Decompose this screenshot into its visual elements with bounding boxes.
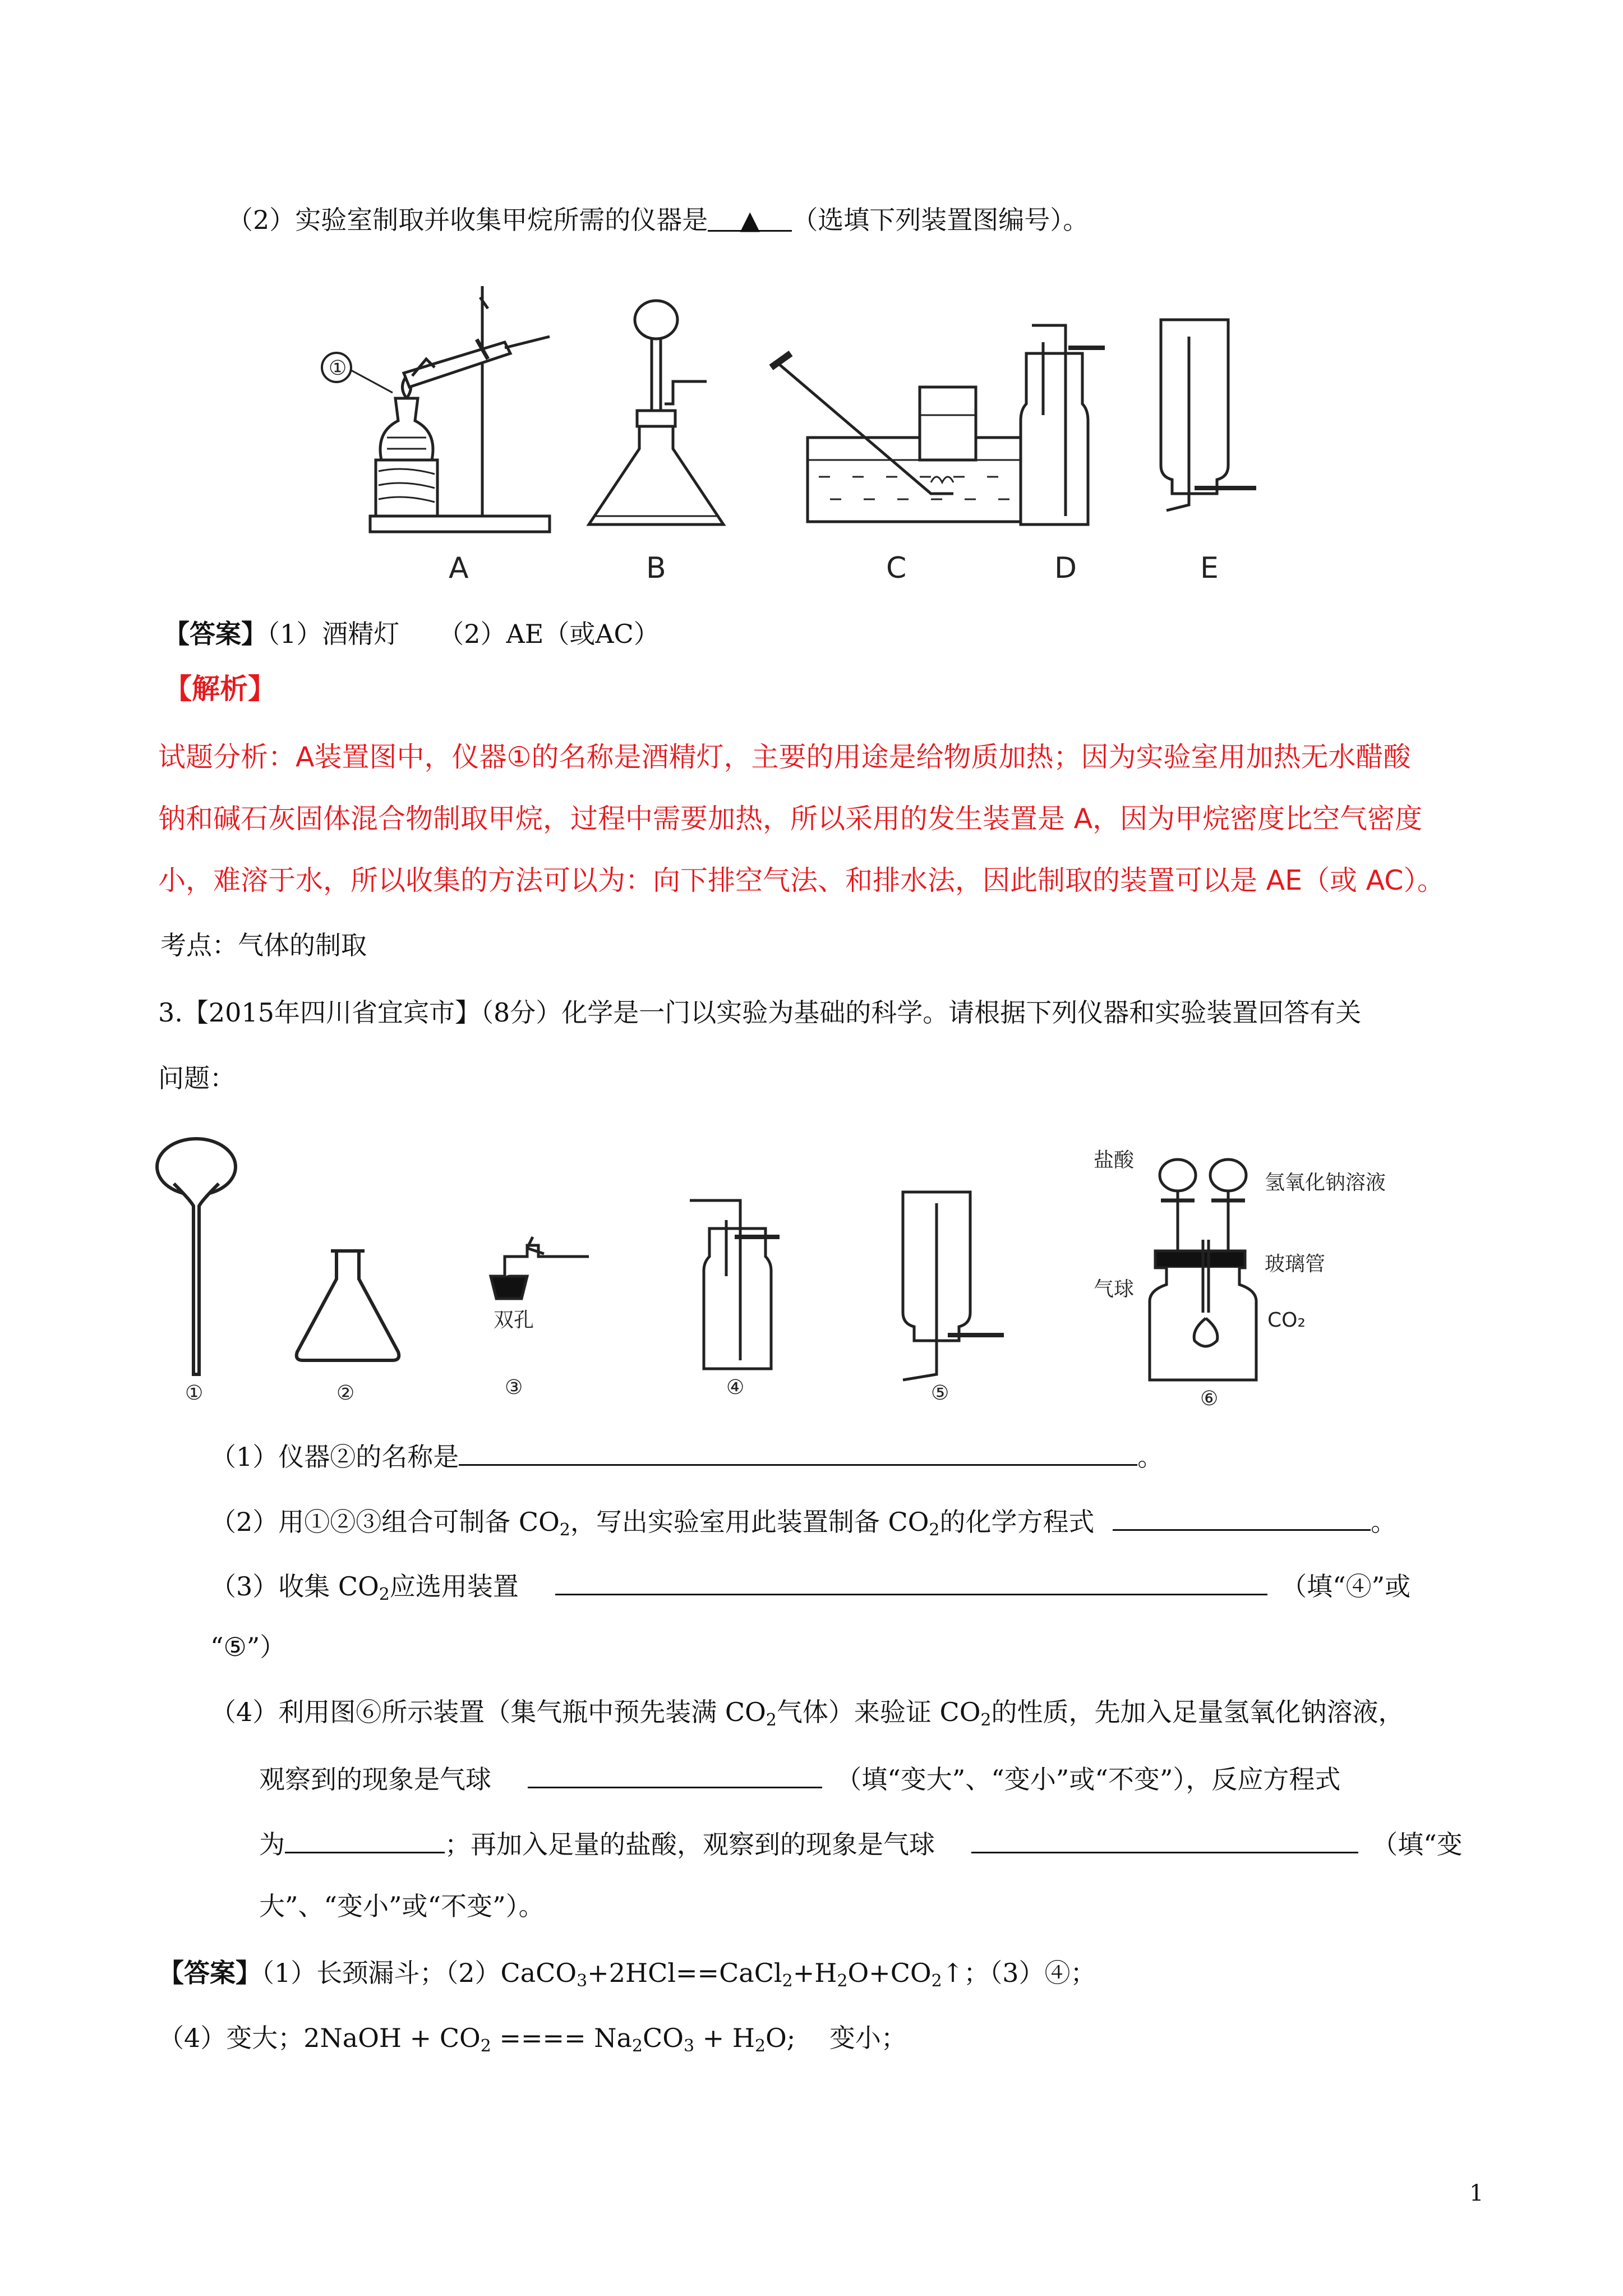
q3-part-1: [210, 1437, 1163, 1474]
answer-2-line-2-b: ==== Na: [491, 2023, 632, 2053]
label-c: C: [886, 551, 907, 585]
answer-blank: [708, 203, 792, 235]
kaodian-1: 考点：气体的制取: [160, 930, 367, 960]
q3-part-4-line-3-c: （填“变: [1372, 1829, 1463, 1860]
q3-part-2: [210, 1502, 1396, 1547]
apparatus-e: [1161, 320, 1256, 510]
q3-part-3-cont: “⑤”）: [210, 1632, 286, 1662]
balloon-label: 气球: [1094, 1278, 1135, 1301]
subscript: 2: [631, 2036, 643, 2056]
triangle-symbol: ▲: [740, 205, 760, 235]
glass-tube-label: 玻璃管: [1265, 1253, 1326, 1276]
question-text-suffix: （选填下列装置图编号）。: [792, 205, 1089, 235]
subscript: 2: [929, 1520, 940, 1540]
answer-bracket: 【答案】: [158, 1958, 261, 1988]
question-2-part-2: [227, 203, 1089, 237]
answer-2-line-2-d: + H: [694, 2023, 755, 2053]
analysis-heading: [164, 672, 276, 706]
q3-part-4-line-2: [259, 1760, 1340, 1796]
q3-part-3-text-b: 应选用装置: [389, 1571, 519, 1602]
co2-label: CO₂: [1267, 1309, 1306, 1332]
q3-part-1-suffix: 。: [1137, 1442, 1164, 1472]
analysis-heading-text: 【解析】: [164, 673, 276, 705]
q3-part-3-text-a: （3）收集 CO: [210, 1571, 379, 1602]
instrument-4-gas-bottle: [690, 1200, 780, 1369]
q3-part-4-text-b: 气体）来验证 CO: [776, 1697, 981, 1727]
label-instrument-3: ③: [505, 1376, 523, 1399]
answer-bracket: 【答案】: [164, 619, 267, 649]
instrument-5-gas-bottle-inverted: [903, 1192, 1004, 1380]
subscript: 2: [559, 1520, 570, 1540]
label-b: B: [646, 551, 666, 585]
label-e: E: [1200, 551, 1219, 585]
q3-part-2-text-a: （2）用①②③组合可制备 CO: [210, 1507, 560, 1537]
label-a: A: [449, 551, 469, 585]
subscript: 2: [766, 1710, 777, 1730]
q3-part-4-blank-3[interactable]: [971, 1825, 1358, 1853]
q3-part-2-suffix: 。: [1371, 1507, 1397, 1537]
apparatus-d: [1021, 325, 1105, 524]
q3-part-4-text-c: 的性质，先加入足量氢氧化钠溶液，: [991, 1697, 1404, 1727]
answer-2-line-1: [158, 1956, 1096, 1998]
instrument-6-co2-apparatus: [1150, 1159, 1256, 1380]
q3-part-1-text: （1）仪器②的名称是: [210, 1442, 459, 1472]
page-number: 1: [1469, 2180, 1484, 2206]
label-instrument-5: ⑤: [931, 1382, 949, 1405]
answer-2-b: +2HCl==CaCl: [587, 1958, 782, 1988]
subscript: 2: [782, 1971, 793, 1991]
hcl-label: 盐酸: [1094, 1149, 1135, 1172]
q3-part-4: [210, 1695, 1404, 1737]
label-instrument-4: ④: [726, 1376, 745, 1399]
q3-part-4-blank-1[interactable]: [528, 1760, 822, 1788]
instrument-1-long-neck-funnel: [157, 1139, 236, 1374]
subscript: 2: [754, 2036, 766, 2056]
question-3-line-1: 3.【2015年四川省宜宾市】（8分）化学是一门以实验为基础的科学。请根据下列仪器和实验装置回答有关: [158, 997, 1362, 1028]
q3-part-3-blank[interactable]: [555, 1567, 1267, 1595]
answer-1: [164, 617, 660, 651]
answer-2-e: ↑；（3）④；: [942, 1958, 1096, 1988]
stopper-label: 双孔: [494, 1309, 534, 1332]
answer-2-line-2-c: CO: [643, 2023, 684, 2053]
subscript: 2: [379, 1585, 390, 1604]
q3-part-2-text-c: 的化学方程式: [939, 1507, 1095, 1537]
q3-part-2-blank[interactable]: [1113, 1502, 1371, 1531]
apparatus-a: [322, 286, 550, 532]
subscript: 3: [683, 2036, 695, 2056]
answer-2-a: （1）长颈漏斗；（2）CaCO: [261, 1958, 577, 1988]
q3-part-4-line-3: [259, 1825, 1463, 1861]
analysis-line-3: 小，难溶于水，所以收集的方法可以为：向下排空气法、和排水法，因此制取的装置可以是 AE（或 AC）。: [158, 864, 1445, 896]
instrument-2-conical-flask: [297, 1251, 399, 1360]
apparatus-b: [589, 301, 723, 524]
q3-part-4-line-2-a: 观察到的现象是气球: [259, 1764, 491, 1795]
q3-part-4-line-4: 大”、“变小”或“不变”）。: [259, 1891, 545, 1921]
answer-2-d: O+CO: [847, 1958, 932, 1988]
answer-2-c: +H: [792, 1958, 837, 1988]
callout-1: ①: [329, 357, 347, 380]
analysis-line-2: 钠和碱石灰固体混合物制取甲烷，过程中需要加热，所以采用的发生装置是 A，因为甲烷密度比空气密度: [158, 803, 1423, 835]
question-text: （2）实验室制取并收集甲烷所需的仪器是: [227, 205, 708, 235]
naoh-label: 氢氧化钠溶液: [1265, 1171, 1386, 1194]
q3-part-3: [210, 1567, 1410, 1612]
q3-part-4-blank-2[interactable]: [285, 1825, 445, 1853]
q3-part-4-text-a: （4）利用图⑥所示装置（集气瓶中预先装满 CO: [210, 1697, 766, 1727]
q3-part-3-text-c: （填“④”或: [1281, 1571, 1411, 1602]
apparatus-c: [771, 353, 1043, 522]
question-3-line-2: 问题：: [158, 1063, 236, 1093]
figure-instruments-1-to-6: [140, 1128, 1458, 1419]
instrument-3-two-hole-stopper: [491, 1237, 589, 1299]
q3-part-4-line-2-b: （填“变大”、“变小”或“不变”），反应方程式: [836, 1764, 1341, 1795]
label-instrument-6: ⑥: [1200, 1387, 1219, 1410]
q3-part-4-line-3-a: 为: [259, 1829, 285, 1860]
q3-part-1-blank[interactable]: [459, 1437, 1137, 1466]
answer-2-line-2: [158, 2021, 907, 2063]
answer-2-line-2-a: （4）变大；2NaOH + CO: [158, 2023, 481, 2053]
q3-part-2-text-b: ，写出实验室用此装置制备 CO: [570, 1507, 929, 1537]
analysis-line-1: 试题分析：A装置图中，仪器①的名称是酒精灯，主要的用途是给物质加热；因为实验室用加热无水醋酸: [158, 741, 1411, 773]
label-d: D: [1054, 551, 1077, 585]
answer-text: （1）酒精灯 （2）AE（或AC）: [267, 619, 660, 649]
q3-part-4-line-3-b: ；再加入足量的盐酸，观察到的现象是气球: [445, 1829, 935, 1860]
subscript: 3: [577, 1971, 588, 1991]
answer-2-line-2-e: O; 变小；: [766, 2023, 907, 2053]
subscript: 2: [931, 1971, 942, 1991]
figure-apparatus-a-to-e: [314, 269, 1279, 583]
subscript: 2: [837, 1971, 848, 1991]
subscript: 2: [480, 2036, 491, 2056]
subscript: 2: [980, 1710, 992, 1730]
label-instrument-2: ②: [336, 1382, 355, 1405]
label-instrument-1: ①: [185, 1382, 204, 1405]
